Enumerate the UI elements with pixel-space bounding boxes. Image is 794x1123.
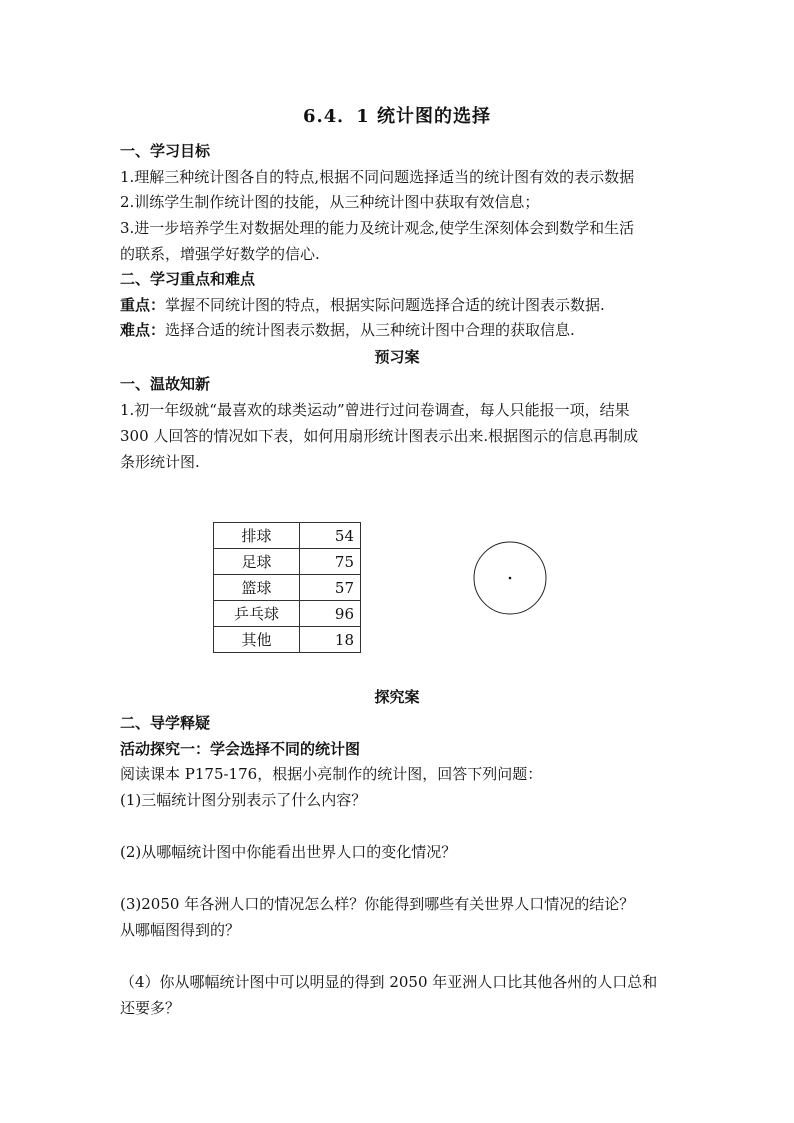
key-point-text: 掌握不同统计图的特点，根据实际问题选择合适的统计图表示数据. <box>165 296 605 314</box>
page-title: 6.4．1 统计图的选择 <box>302 106 492 127</box>
table-row <box>214 575 361 601</box>
sports-survey-table <box>213 522 361 653</box>
table-row <box>214 627 361 653</box>
explore-heading: 探究案 <box>374 688 420 706</box>
question-1: (1)三幅统计图分别表示了什么内容？ <box>120 791 367 809</box>
review-question-line-1: 1.初一年级就“最喜欢的球类运动”曾进行过问卷调查，每人只能报一项，结果 <box>120 401 630 419</box>
difficult-point-line <box>120 319 680 341</box>
table-cell-count: 18 <box>300 627 361 653</box>
circle-center-dot <box>509 577 512 580</box>
table-row <box>214 523 361 549</box>
guided-section-heading: 二、导学释疑 <box>120 714 211 732</box>
question-2: (2)从哪幅统计图中你能看出世界人口的变化情况？ <box>120 843 457 861</box>
table-cell-sport: 排球 <box>214 523 300 549</box>
objective-item-1: 1.理解三种统计图各自的特点,根据不同问题选择适当的统计图有效的表示数据 <box>120 168 635 186</box>
key-point-line <box>120 294 680 316</box>
difficult-point-label: 难点： <box>120 321 166 339</box>
circle-drawing <box>470 538 550 618</box>
question-3-continued: 从哪幅图得到的？ <box>120 921 241 939</box>
table-cell-sport: 篮球 <box>214 575 300 601</box>
preview-heading: 预习案 <box>374 348 420 366</box>
table-cell-sport: 乒乓球 <box>214 601 300 627</box>
objectives-heading: 一、学习目标 <box>120 142 211 160</box>
difficult-point-text: 选择合适的统计图表示数据，从三种统计图中合理的获取信息. <box>165 321 575 339</box>
objective-item-2: 2.训练学生制作统计图的技能，从三种统计图中获取有效信息； <box>120 193 540 211</box>
table-row <box>214 601 361 627</box>
review-question-line-2: 300 人回答的情况如下表，如何用扇形统计图表示出来.根据图示的信息再制成 <box>120 427 639 445</box>
question-3: (3)2050 年各洲人口的情况怎么样？你能得到哪些有关世界人口情况的结论？ <box>120 895 635 913</box>
key-point-label: 重点： <box>120 296 166 314</box>
blank-pie-chart-circle <box>470 538 550 618</box>
table-cell-count: 96 <box>300 601 361 627</box>
question-4-continued: 还要多？ <box>120 999 181 1017</box>
table-cell-sport: 足球 <box>214 549 300 575</box>
key-points-heading: 二、学习重点和难点 <box>120 270 256 288</box>
activity-heading: 活动探究一：学会选择不同的统计图 <box>120 740 361 758</box>
table-cell-count: 75 <box>300 549 361 575</box>
table-cell-count: 54 <box>300 523 361 549</box>
table-row <box>214 549 361 575</box>
table-cell-sport: 其他 <box>214 627 300 653</box>
objective-item-3-continued: 的联系，增强学好数学的信心. <box>120 245 320 263</box>
objective-item-3: 3.进一步培养学生对数据处理的能力及统计观念,使学生深刻体会到数学和生活 <box>120 219 635 237</box>
review-section-heading: 一、温故知新 <box>120 375 211 393</box>
activity-intro: 阅读课本 P175-176，根据小亮制作的统计图，回答下列问题： <box>120 765 543 783</box>
table-cell-count: 57 <box>300 575 361 601</box>
question-4: （4）你从哪幅统计图中可以明显的得到 2050 年亚洲人口比其他各州的人口总和 <box>120 973 658 991</box>
review-question-line-3: 条形统计图. <box>120 453 200 471</box>
